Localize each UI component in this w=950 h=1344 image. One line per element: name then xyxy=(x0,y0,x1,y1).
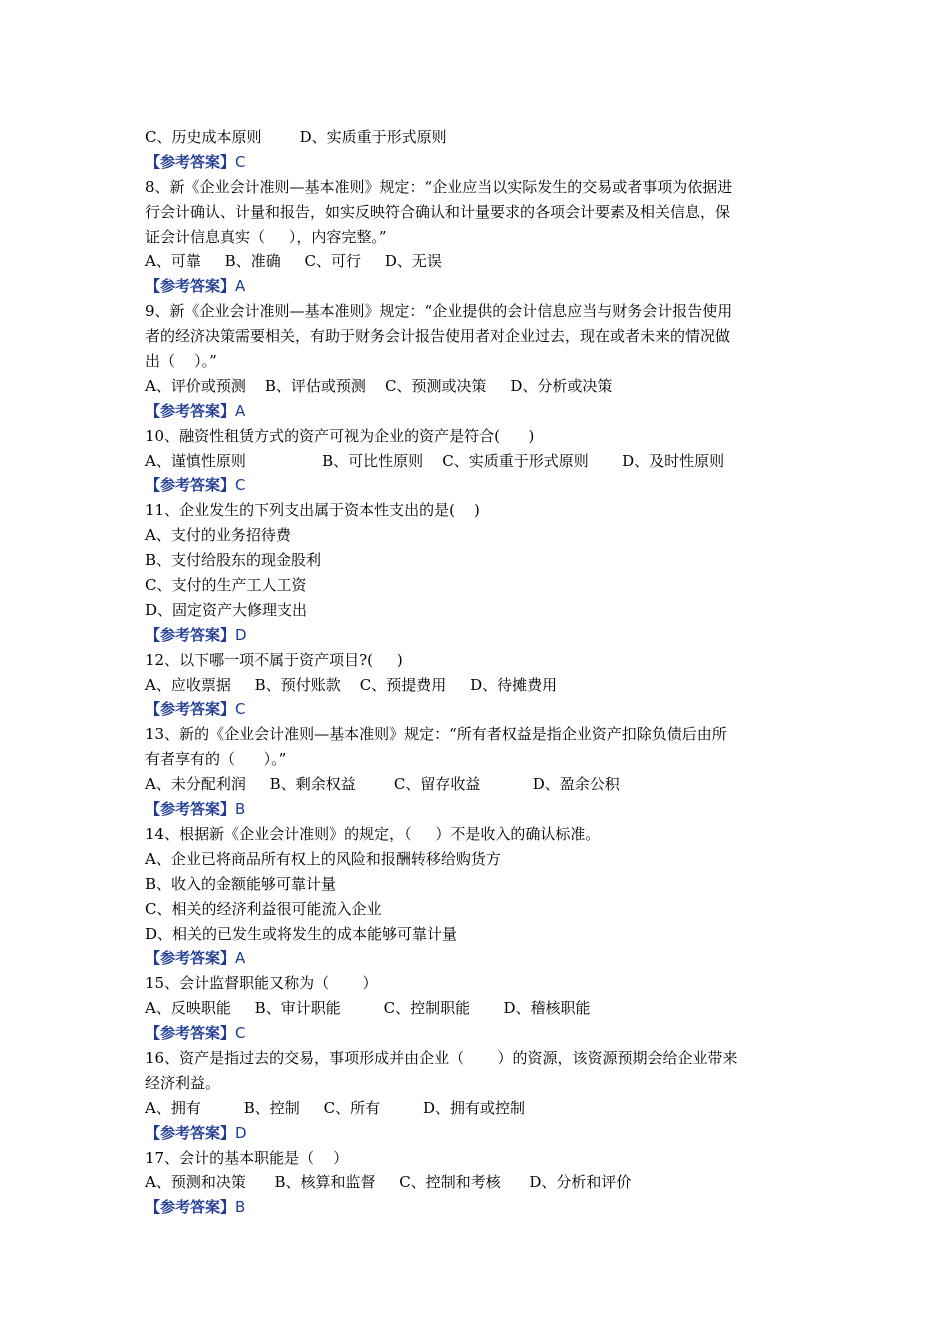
text-line: 10、融资性租赁方式的资产可视为企业的资产是符合( ) xyxy=(145,426,535,445)
answer-value: C xyxy=(235,476,246,495)
exam-document xyxy=(145,125,815,1220)
text-line: 经济利益。 xyxy=(145,1073,221,1092)
answer-value: D xyxy=(235,1123,247,1142)
answer-value: A xyxy=(235,401,246,420)
text-line: D、固定资产大修理支出 xyxy=(145,600,308,619)
text-line: A、企业已将商品所有权上的风险和报酬转移给购货方 xyxy=(145,849,501,868)
answer-value: A xyxy=(235,277,246,296)
text-line: 出（ ）。” xyxy=(145,352,217,371)
answer-label: 【参考答案】 xyxy=(145,800,236,819)
text-line: C、历史成本原则 D、实质重于形式原则 xyxy=(145,128,447,146)
text-line: 15、会计监督职能又称为（ ） xyxy=(145,974,378,993)
text-line: C、支付的生产工人工资 xyxy=(145,576,307,595)
answer-line xyxy=(145,797,815,822)
answer-label: 【参考答案】 xyxy=(145,1024,236,1043)
answer-value: C xyxy=(235,700,246,719)
text-line: 11、企业发生的下列支出属于资本性支出的是( ) xyxy=(145,501,480,520)
text-line: 14、根据新《企业会计准则》的规定，（ ）不是收入的确认标准。 xyxy=(145,824,601,843)
text-line: A、应收票据 B、预付账款 C、预提费用 D、待摊费用 xyxy=(145,675,558,694)
answer-line xyxy=(145,399,815,424)
answer-line xyxy=(145,274,815,299)
answer-label: 【参考答案】 xyxy=(145,476,236,495)
answer-label: 【参考答案】 xyxy=(145,1198,236,1217)
text-line: C、相关的经济利益很可能流入企业 xyxy=(145,899,382,918)
answer-label: 【参考答案】 xyxy=(145,152,236,171)
text-line: 12、以下哪一项不属于资产项目?( ) xyxy=(145,650,403,669)
answer-value: B xyxy=(235,800,246,819)
answer-value: D xyxy=(235,625,247,644)
answer-label: 【参考答案】 xyxy=(145,277,236,296)
text-line: 8、新《企业会计准则—基本准则》规定：“企业应当以实际发生的交易或者事项为依据进 xyxy=(145,177,733,196)
text-line: 行会计确认、计量和报告，如实反映符合确认和计量要求的各项会计要素及相关信息，保 xyxy=(145,202,731,221)
text-line: B、收入的金额能够可靠计量 xyxy=(145,874,337,893)
answer-value: C xyxy=(235,1024,246,1043)
text-line: D、相关的已发生或将发生的成本能够可靠计量 xyxy=(145,924,458,943)
answer-value: B xyxy=(235,1198,246,1217)
text-line: 17、会计的基本职能是（ ） xyxy=(145,1148,349,1167)
answer-label: 【参考答案】 xyxy=(145,1123,236,1142)
answer-line xyxy=(145,623,815,648)
text-line: B、支付给股东的现金股利 xyxy=(145,551,322,570)
text-line: A、支付的业务招待费 xyxy=(145,526,291,545)
answer-line xyxy=(145,150,815,175)
text-line: A、拥有 B、控制 C、所有 D、拥有或控制 xyxy=(145,1098,526,1117)
answer-label: 【参考答案】 xyxy=(145,949,236,968)
text-line: 16、资产是指过去的交易，事项形成并由企业（ ）的资源，该资源预期会给企业带来 xyxy=(145,1048,738,1067)
answer-label: 【参考答案】 xyxy=(145,625,236,644)
answer-line xyxy=(145,1195,815,1220)
text-line: 者的经济决策需要相关，有助于财务会计报告使用者对企业过去，现在或者未来的情况做 xyxy=(145,327,731,346)
text-line: 9、新《企业会计准则—基本准则》规定：“企业提供的会计信息应当与财务会计报告使用 xyxy=(145,302,733,321)
answer-line xyxy=(145,697,815,722)
answer-value: C xyxy=(235,152,246,171)
text-line: A、未分配利润 B、剩余权益 C、留存收益 D、盈余公积 xyxy=(145,775,620,794)
text-line: 证会计信息真实（ ），内容完整。” xyxy=(145,227,387,246)
text-line: 13、新的《企业会计准则—基本准则》规定：“所有者权益是指企业资产扣除负债后由所 xyxy=(145,725,727,744)
text-line: 有者享有的（ ）。” xyxy=(145,750,287,769)
answer-line xyxy=(145,1121,815,1146)
answer-line xyxy=(145,473,815,498)
answer-label: 【参考答案】 xyxy=(145,700,236,719)
text-line: A、可靠 B、准确 C、可行 D、无误 xyxy=(145,252,442,271)
answer-value: A xyxy=(235,949,246,968)
text-line: A、预测和决策 B、核算和监督 C、控制和考核 D、分析和评价 xyxy=(145,1173,632,1192)
answer-line xyxy=(145,946,815,971)
text-line: A、谨慎性原则 B、可比性原则 C、实质重于形式原则 D、及时性原则 xyxy=(145,451,725,470)
text-line: A、反映职能 B、审计职能 C、控制职能 D、稽核职能 xyxy=(145,999,591,1018)
text-line: A、评价或预测 B、评估或预测 C、预测或决策 D、分析或决策 xyxy=(145,376,613,395)
answer-line xyxy=(145,1021,815,1046)
answer-label: 【参考答案】 xyxy=(145,401,236,420)
